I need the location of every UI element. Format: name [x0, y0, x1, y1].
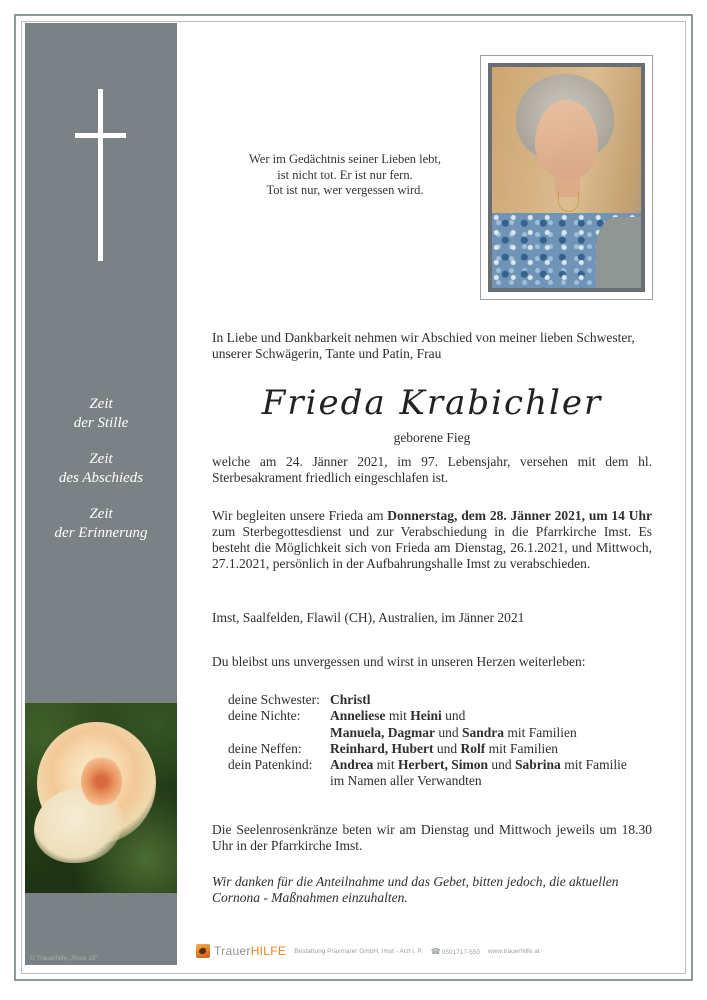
remembrance-heading: Du bleibst uns unvergessen und wirst in unseren Herzen weiterleben: — [212, 654, 586, 669]
footer-company: Bestattung Praxmarer GmbH, Imst - Arzl i. P. — [294, 947, 423, 955]
funeral-paragraph — [212, 508, 652, 572]
family-names: Andrea mit Herbert, Simon und Sabrina mit Familie im Namen aller Verwandten — [330, 757, 627, 789]
portrait-necklace — [558, 191, 579, 212]
footer-website: www.trauerhilfe.at — [488, 947, 540, 955]
phrase-line: Zeit — [89, 451, 113, 467]
family-relation-label: deine Nichte: — [228, 708, 301, 724]
family-relation-label: dein Patenkind: — [228, 757, 313, 773]
family-relation-label: deine Schwester: — [228, 692, 320, 707]
deceased-name: Frieda Krabichler — [261, 383, 603, 423]
funeral-text-post: zum Sterbegottesdienst und zur Verabschiedung in die Pfarrkirche Imst. Es besteht die Möglichkeit sich von Frieda am Dienstag, 26.1.2021, und Mittwoch, 27.1.2021, persönlich in der Aufbahrungshalle Imst zu verabschieden. — [212, 524, 652, 571]
family-row — [228, 692, 658, 708]
cross-icon — [98, 89, 103, 261]
rose-photo-credit: © Trauerhilfe „Rose 10“ — [30, 955, 98, 962]
phrase-line: der Stille — [73, 415, 129, 431]
trauerhilfe-brand — [214, 944, 286, 958]
family-list — [228, 692, 658, 790]
phone-icon: ☎ — [430, 946, 441, 956]
phrase-line: des Abschieds — [58, 470, 144, 486]
phrase-line: Zeit — [89, 396, 113, 412]
quote-line: Tot ist nur, wer vergessen wird. — [266, 183, 424, 197]
phrase-abschied — [25, 450, 177, 488]
rose-photo — [25, 703, 177, 893]
family-row — [228, 757, 658, 790]
rosary-paragraph: Die Seelenrosenkränze beten wir am Dienstag und Mittwoch jeweils um 18.30 Uhr in der Pfarrkirche Imst. — [212, 822, 652, 853]
portrait-photo-frame — [480, 55, 653, 300]
brand-hilfe: HILFE — [250, 944, 287, 958]
family-row — [228, 708, 658, 741]
funeral-text-pre: Wir begleiten unsere Frieda am — [212, 508, 388, 523]
memorial-quote — [212, 152, 478, 199]
trauerhilfe-logo-icon — [196, 944, 210, 958]
sidebar-phrases — [25, 395, 177, 560]
phone-number: 0501717-550 — [441, 948, 480, 956]
funeral-date-bold: Donnerstag, dem 28. Jänner 2021, um 14 Uhr — [387, 508, 652, 523]
family-row — [228, 741, 658, 757]
death-notice-paragraph: welche am 24. Jänner 2021, im 97. Lebensjahr, versehen mit dem hl. Sterbesakrament friedlich eingeschlafen ist. — [212, 454, 652, 485]
family-names: Anneliese mit Heini und Manuela, Dagmar und Sandra mit Familien — [330, 708, 577, 740]
family-names: Reinhard, Hubert und Rolf mit Familien — [330, 740, 559, 756]
footer-phone — [431, 947, 480, 956]
phrase-line: der Erinnerung — [54, 525, 148, 541]
family-relation-label: deine Neffen: — [228, 740, 302, 756]
phrase-line: Zeit — [89, 506, 113, 522]
quote-line: Wer im Gedächtnis seiner Lieben lebt, — [249, 152, 441, 166]
portrait-cardigan — [596, 217, 641, 288]
thanks-paragraph: Wir danken für die Anteilnahme und das Gebet, bitten jedoch, die aktuellen Cornona - Maßnahmen einzuhalten. — [212, 874, 619, 905]
portrait-face — [535, 100, 598, 180]
cross-icon-bar — [75, 133, 126, 138]
trauerhilfe-logo-glyph — [198, 947, 206, 955]
quote-line: ist nicht tot. Er ist nur fern. — [277, 167, 413, 182]
maiden-name: geborene Fieg — [393, 430, 471, 445]
sidebar — [25, 23, 177, 965]
cities-line: Imst, Saalfelden, Flawil (CH), Australien, im Jänner 2021 — [212, 610, 525, 625]
funeral-home-footer — [196, 943, 548, 959]
intro-paragraph: In Liebe und Dankbarkeit nehmen wir Abschied von meiner lieben Schwester, unserer Schwägerin, Tante und Patin, Frau — [212, 330, 635, 361]
family-names: Christl — [330, 692, 371, 707]
brand-trauer: Trauer — [214, 944, 251, 958]
phrase-erinnerung — [25, 505, 177, 543]
portrait-photo — [488, 63, 645, 292]
phrase-stille — [25, 395, 177, 433]
